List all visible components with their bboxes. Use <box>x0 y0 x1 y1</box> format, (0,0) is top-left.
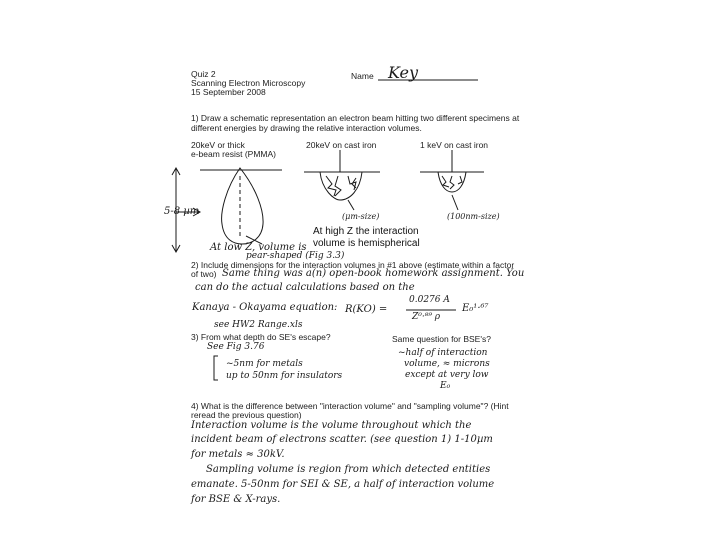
quiz-date: 15 September 2008 <box>191 87 266 97</box>
q3-right-answer-line2: volume, ≈ microns <box>404 359 490 369</box>
q1-typed-note-line1: At high Z the interaction <box>313 226 419 237</box>
q1-note-left-line1: At low Z, volume is <box>210 242 307 253</box>
q2-answer-line1: Same thing was a(n) open-book homework assignment. You <box>222 268 525 279</box>
q4-answer-line3: for metals ≈ 30kV. <box>191 449 285 460</box>
q3-answer-line2: up to 50nm for insulators <box>226 371 343 381</box>
scatter-paths-20kev <box>326 176 356 196</box>
q1-col3: 1 keV on cast iron <box>420 140 489 150</box>
q3-right-question: Same question for BSE's? <box>392 334 491 344</box>
q1-note-left-line2: pear-shaped (Fig 3.3) <box>246 251 345 261</box>
q4-answer-line1: Interaction volume is the volume throughout which the <box>191 420 472 431</box>
q1-text-line1: 1) Draw a schematic representation an electron beam hitting two different specimens at <box>191 113 520 123</box>
q3-right-answer-line4: E₀ <box>440 381 451 391</box>
q1-note-right: (100nm-size) <box>447 212 500 221</box>
q2-answer-line4: see HW2 Range.xls <box>214 320 303 330</box>
scatter-paths-1kev <box>442 176 462 189</box>
q3-figure-ref: See Fig 3.76 <box>207 342 265 352</box>
q2-text-line1: 2) Include dimensions for the interaction volumes in #1 above (estimate within a factor <box>191 260 515 270</box>
q2-equation-energy: E₀¹·⁶⁷ <box>462 303 489 314</box>
quiz-number: Quiz 2 <box>191 69 216 79</box>
q4-answer-line5: emanate. 5-50nm for SEI & SE, a half of interaction volume <box>191 479 495 490</box>
q3-right-answer-line1: ~half of interaction <box>398 348 488 358</box>
name-label: Name <box>351 71 374 81</box>
q3-answer-line1: ~5nm for metals <box>226 359 303 369</box>
q1-col2: 20keV on cast iron <box>306 140 377 150</box>
q2-answer-line2: can do the actual calculations based on the <box>195 282 415 293</box>
q1-col1-line1: 20keV or thick <box>191 140 245 150</box>
q4-answer-line4: Sampling volume is region from which detected entities <box>206 464 491 475</box>
label-arrow-20kev <box>348 200 354 210</box>
q1-dimension-label: 5-8 µm <box>164 206 200 217</box>
pear-shaped-volume <box>222 168 263 244</box>
q4-text-line2: reread the previous question) <box>191 410 302 420</box>
q3-answer-bracket <box>214 356 218 380</box>
q4-answer-line6: for BSE & X-rays. <box>191 494 281 505</box>
course-title: Scanning Electron Microscopy <box>191 78 306 88</box>
q2-answer-line3: Kanaya - Okayama equation: <box>192 302 338 313</box>
name-value: Key <box>388 63 419 82</box>
q3-right-answer-line3: except at very low <box>405 370 489 380</box>
q1-col1-line2: e-beam resist (PMMA) <box>191 149 277 159</box>
q1-note-mid: (μm-size) <box>342 212 380 221</box>
q4-text-line1: 4) What is the difference between "interaction volume" and "sampling volume"? (Hint <box>191 401 509 411</box>
q4-answer-line2: incident beam of electrons scatter. (see question 1) 1-10µm <box>191 434 493 445</box>
q3-text: 3) From what depth do SE's escape? <box>191 332 331 342</box>
q2-text-line2: of two) <box>191 269 217 279</box>
q1-text-line2: different energies by drawing the relative interaction volumes. <box>191 123 422 133</box>
label-arrow-1kev <box>452 195 458 210</box>
q2-equation-numerator: 0.0276 A <box>409 295 450 305</box>
q2-equation-lhs: R(KO) = <box>345 304 388 315</box>
q1-typed-note-line2: volume is hemispherical <box>313 238 420 249</box>
q2-equation-denominator: Z⁰·⁸⁹ ρ <box>412 312 441 322</box>
